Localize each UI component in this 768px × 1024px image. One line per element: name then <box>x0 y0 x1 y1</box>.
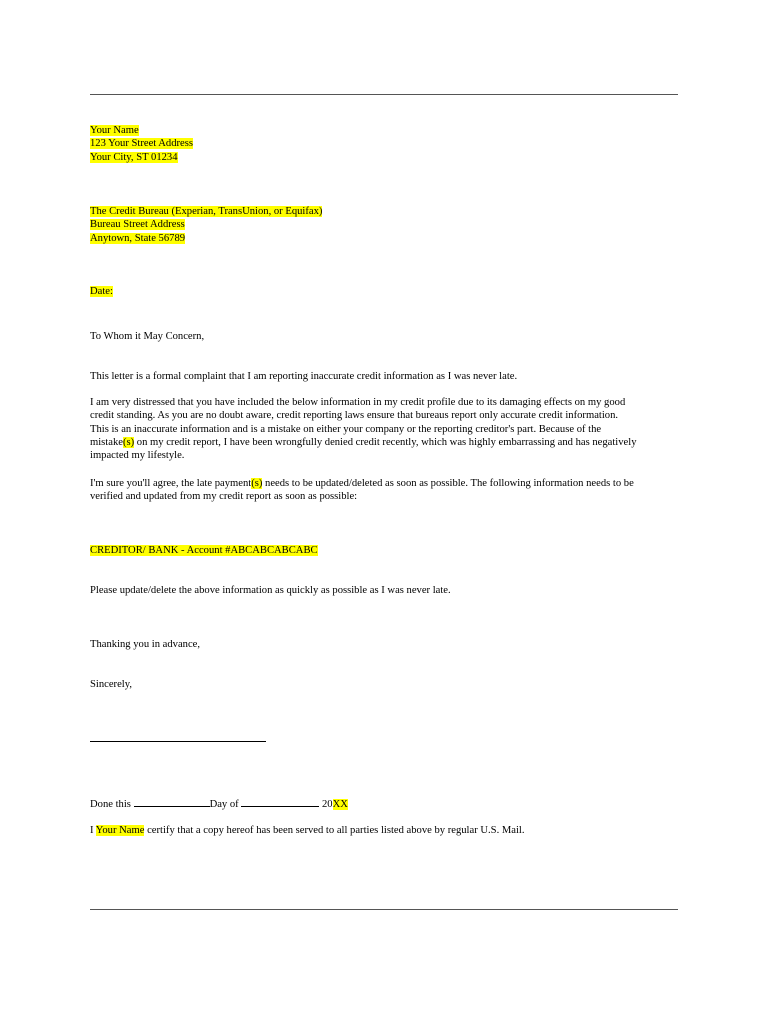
year-placeholder: XX <box>332 799 348 810</box>
paragraph-distress <box>90 396 680 462</box>
paragraph-line <box>90 477 680 490</box>
highlight-s: (s) <box>122 436 135 448</box>
sender-city: Your City, ST 01234 <box>90 151 178 163</box>
text-span: needs to be updated/deleted as soon as possible. The following information needs to be <box>262 478 634 489</box>
date-line <box>90 285 680 298</box>
certify-line <box>90 824 680 837</box>
sender-name: Your Name <box>90 125 139 136</box>
recipient-address <box>90 205 680 245</box>
sender-address <box>90 124 680 164</box>
text-span: mistake <box>90 436 123 448</box>
text-span: on my credit report, I have been wrongfully denied credit recently, which was highly embarrassing and has negatively <box>134 436 637 448</box>
sender-street: 123 Your Street Address <box>90 138 193 150</box>
recipient-city: Anytown, State 56789 <box>90 232 186 244</box>
paragraph-line: This is an inaccurate information and is a mistake on either your company or the reporting creditor's part. Because of the <box>90 423 602 435</box>
signature-line <box>90 741 266 742</box>
paragraph-line: I am very distressed that you have included the below information in my credit profile due to its damaging effects on my good <box>90 397 626 408</box>
salutation: To Whom it May Concern, <box>90 331 205 342</box>
date-label: Date: <box>90 286 113 297</box>
done-prefix: Done this <box>90 799 134 810</box>
text-span: I'm sure you'll agree, the late payment <box>90 478 252 489</box>
recipient-name: The Credit Bureau (Experian, TransUnion, or Equifax) <box>90 206 323 217</box>
paragraph-request: Please update/delete the above information as quickly as possible as I was never late. <box>90 585 451 596</box>
paragraph-line: credit standing. As you are no doubt aware, credit reporting laws ensure that bureaus report only accurate credit information. <box>90 410 619 422</box>
paragraph-agree <box>90 477 680 504</box>
creditor-account: CREDITOR/ BANK - Account #ABCABCABCABC <box>90 545 318 556</box>
done-this-line <box>90 797 680 811</box>
account-line <box>90 544 680 557</box>
certify-text: certify that a copy hereof has been served to all parties listed above by regular U.S. Mail. <box>144 825 525 836</box>
recipient-street: Bureau Street Address <box>90 219 185 231</box>
footer-rule <box>90 909 678 910</box>
header-rule <box>90 94 678 95</box>
paragraph-complaint: This letter is a formal complaint that I am reporting inaccurate credit information as I was never late. <box>90 371 518 382</box>
paragraph-line: impacted my lifestyle. <box>90 450 185 462</box>
paragraph-line: verified and updated from my credit report as soon as possible: <box>90 491 358 503</box>
certify-prefix: I <box>90 825 96 836</box>
day-of-label: Day of <box>209 799 242 810</box>
closing-line: Sincerely, <box>90 679 132 690</box>
thanks-line: Thanking you in advance, <box>90 639 201 650</box>
day-blank <box>134 797 210 807</box>
year-prefix: 20 <box>319 799 333 810</box>
paragraph-line <box>90 436 680 449</box>
certify-name: Your Name <box>95 825 145 836</box>
month-blank <box>241 797 319 807</box>
highlight-s: (s) <box>251 478 263 489</box>
